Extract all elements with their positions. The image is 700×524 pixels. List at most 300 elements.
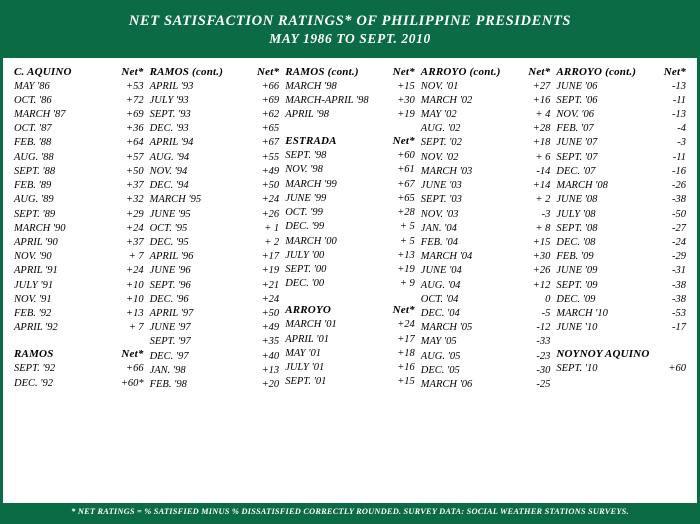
ratings-column	[418, 64, 554, 392]
survey-date: APRIL '98	[285, 109, 329, 121]
survey-date: MAY '01	[285, 347, 321, 359]
net-rating-value: +49	[261, 322, 280, 334]
table-row	[556, 222, 686, 236]
table-row	[14, 208, 144, 222]
survey-date: MARCH '04	[420, 251, 473, 263]
net-rating-value: +17	[397, 333, 415, 345]
table-row	[421, 279, 551, 293]
net-rating-value: +40	[261, 350, 280, 362]
net-rating-value: 0	[545, 293, 551, 305]
table-row	[150, 250, 280, 264]
survey-date: SEPT. '00	[285, 263, 327, 275]
net-rating-value: +27	[532, 80, 551, 92]
table-row	[150, 136, 280, 150]
net-rating-value: -14	[536, 165, 551, 177]
table-row	[14, 108, 144, 122]
table-row	[14, 321, 144, 335]
table-row	[150, 208, 280, 222]
table-row	[285, 249, 415, 263]
survey-date: OCT. '99	[285, 207, 323, 219]
net-rating-value: -24	[671, 236, 686, 248]
survey-date: SEPT. '09	[556, 279, 598, 291]
survey-date: DEC. '93	[149, 123, 189, 135]
table-row	[285, 375, 415, 389]
group-header-net: Net*	[121, 348, 144, 361]
survey-date: APRIL '96	[149, 251, 194, 263]
survey-date: FEB. '89	[14, 180, 52, 192]
net-rating-value: +28	[397, 207, 415, 219]
ratings-columns	[3, 58, 697, 392]
table-row	[150, 293, 280, 307]
table-row	[150, 378, 280, 392]
survey-date: OCT. '86	[14, 94, 52, 106]
net-rating-value: +24	[126, 265, 144, 277]
net-rating-value: +67	[261, 137, 280, 149]
survey-date: MARCH '00	[285, 235, 337, 247]
net-rating-value: -17	[671, 322, 686, 334]
figure-header	[3, 3, 697, 58]
survey-date: MARCH '05	[420, 322, 473, 334]
group-header	[556, 64, 686, 80]
net-rating-value: +32	[126, 194, 144, 206]
survey-date: JUNE '97	[149, 322, 191, 334]
survey-date: MARCH '95	[149, 194, 202, 206]
net-rating-value: +61	[397, 164, 415, 176]
survey-date: JUNE '07	[556, 137, 598, 149]
survey-date: FEB. '98	[149, 378, 187, 390]
net-rating-value: -3	[677, 137, 686, 149]
net-rating-value: +49	[261, 165, 280, 177]
group-header	[150, 64, 280, 80]
net-rating-value: +10	[126, 279, 144, 291]
net-rating-value: -12	[536, 322, 551, 334]
survey-date: DEC. '95	[149, 236, 189, 248]
survey-date: SEPT. '97	[149, 336, 191, 348]
net-rating-value: -26	[671, 180, 686, 192]
net-rating-value: +37	[126, 180, 144, 192]
group-header	[556, 346, 686, 362]
table-row	[150, 165, 280, 179]
table-row	[285, 220, 415, 234]
survey-date: JUNE '03	[420, 180, 462, 192]
table-row	[285, 235, 415, 249]
survey-date: APRIL '92	[14, 322, 58, 334]
table-row	[421, 222, 551, 236]
table-row	[150, 122, 280, 136]
survey-date: SEPT. '01	[285, 376, 327, 388]
net-rating-value: +21	[261, 279, 280, 291]
net-rating-value: -53	[671, 307, 686, 319]
survey-date: FEB. '09	[556, 251, 594, 263]
president-group	[285, 133, 415, 291]
group-header-net: Net*	[528, 65, 551, 78]
table-row	[150, 236, 280, 250]
survey-date: AUG. '94	[149, 151, 190, 163]
table-row	[285, 149, 415, 163]
net-rating-value: -4	[677, 123, 686, 135]
group-header-net: Net*	[121, 65, 144, 78]
table-row	[421, 236, 551, 250]
survey-date: MAY '02	[420, 109, 457, 121]
survey-date: JUNE '10	[556, 322, 598, 334]
survey-date: APRIL '97	[149, 307, 194, 319]
group-spacer	[14, 335, 144, 346]
survey-date: JULY '91	[14, 279, 54, 291]
table-row	[14, 264, 144, 278]
survey-date: JUNE '09	[556, 265, 598, 277]
table-row	[556, 293, 686, 307]
group-header	[285, 302, 415, 318]
net-rating-value: -16	[671, 165, 686, 177]
table-row	[14, 94, 144, 108]
survey-date: MARCH '10	[556, 307, 608, 319]
table-row	[150, 307, 280, 321]
survey-date: JULY '08	[556, 208, 596, 220]
survey-date: JUNE '99	[285, 192, 327, 204]
table-row	[421, 208, 551, 222]
group-spacer	[285, 122, 415, 133]
net-rating-value: +24	[126, 222, 144, 234]
table-row	[150, 94, 280, 108]
ratings-column	[11, 64, 147, 392]
table-row	[150, 222, 280, 236]
table-row	[14, 80, 144, 94]
figure-footnote: * NET RATINGS = % SATISFIED MINUS % DISSATISFIED CORRECTLY ROUNDED. SURVEY DATA: SOCIAL WEATHER STATIONS SURVEYS.	[3, 503, 697, 521]
survey-date: JULY '93	[149, 94, 189, 106]
survey-date: MARCH '08	[556, 180, 608, 192]
net-rating-value: + 2	[264, 236, 280, 248]
net-rating-value: -50	[671, 208, 686, 220]
group-header-label: ESTRADA	[285, 135, 337, 148]
survey-date: SEPT. '92	[14, 363, 56, 375]
table-row	[285, 94, 415, 108]
table-row	[285, 80, 415, 94]
table-row	[285, 263, 415, 277]
survey-date: OCT. '87	[14, 123, 52, 135]
survey-date: JAN. '04	[420, 222, 457, 234]
group-header-label: C. AQUINO	[14, 65, 72, 78]
net-rating-value: +14	[532, 180, 551, 192]
table-row	[150, 321, 280, 335]
table-row	[150, 264, 280, 278]
survey-date: APRIL '91	[14, 265, 58, 277]
president-group	[421, 64, 551, 392]
survey-date: SEPT. '03	[420, 194, 462, 206]
table-row	[285, 361, 415, 375]
table-row	[285, 163, 415, 177]
net-rating-value: +62	[261, 109, 280, 121]
table-row	[556, 321, 686, 335]
table-row	[421, 179, 551, 193]
survey-date: DEC. '00	[285, 278, 325, 290]
net-rating-value: +24	[261, 293, 280, 305]
table-row	[421, 321, 551, 335]
group-header	[285, 133, 415, 149]
survey-date: AUG. '04	[420, 279, 461, 291]
survey-date: FEB. '88	[14, 137, 52, 149]
net-rating-value: + 5	[399, 221, 415, 233]
table-row	[421, 264, 551, 278]
table-row	[556, 179, 686, 193]
table-row	[14, 179, 144, 193]
net-rating-value: +16	[532, 94, 551, 106]
table-row	[150, 151, 280, 165]
net-rating-value: +66	[261, 80, 280, 92]
survey-date: NOV. '02	[420, 151, 459, 163]
table-row	[556, 193, 686, 207]
table-row	[421, 364, 551, 378]
survey-date: JULY '00	[285, 249, 325, 261]
net-rating-value: +13	[126, 307, 144, 319]
survey-date: APRIL '93	[149, 80, 194, 92]
survey-date: DEC. '07	[556, 165, 596, 177]
table-row	[556, 108, 686, 122]
group-header-label: RAMOS (cont.)	[285, 65, 359, 78]
table-row	[421, 136, 551, 150]
survey-date: MARCH '01	[285, 319, 337, 331]
net-rating-value: +50	[261, 180, 280, 192]
survey-date: MARCH '03	[420, 165, 473, 177]
president-group	[150, 64, 280, 392]
net-rating-value: +15	[397, 80, 415, 92]
net-rating-value: +13	[261, 364, 280, 376]
survey-date: SEPT. '93	[149, 109, 191, 121]
table-row	[556, 122, 686, 136]
table-row	[14, 307, 144, 321]
survey-date: FEB. '04	[420, 236, 459, 248]
net-rating-value: +30	[532, 251, 551, 263]
net-rating-value: +60	[668, 363, 686, 375]
net-rating-value: + 6	[535, 151, 551, 163]
figure-title: NET SATISFACTION RATINGS* OF PHILIPPINE PRESIDENTS	[128, 13, 572, 29]
survey-date: DEC. '05	[420, 364, 460, 376]
table-row	[14, 136, 144, 150]
table-row	[150, 80, 280, 94]
survey-date: DEC. '97	[149, 350, 189, 362]
survey-date: SEPT. '02	[420, 137, 462, 149]
net-rating-value: -38	[671, 279, 686, 291]
table-row	[556, 208, 686, 222]
group-header-label: NOYNOY AQUINO	[556, 348, 650, 361]
survey-date: AUG. '05	[420, 350, 461, 362]
president-group	[14, 64, 144, 336]
net-rating-value: +17	[261, 251, 280, 263]
net-rating-value: -5	[541, 307, 551, 319]
table-row	[421, 378, 551, 392]
table-row	[285, 347, 415, 361]
group-spacer	[556, 335, 686, 346]
net-rating-value: +16	[397, 361, 415, 373]
net-rating-value: + 1	[264, 222, 280, 234]
net-rating-value: +57	[126, 151, 144, 163]
table-row	[421, 108, 551, 122]
table-row	[556, 236, 686, 250]
net-rating-value: +35	[261, 336, 280, 348]
group-header-net: Net*	[392, 304, 415, 317]
net-rating-value: + 4	[535, 109, 551, 121]
table-row	[14, 193, 144, 207]
group-header	[421, 64, 551, 80]
net-rating-value: -13	[671, 80, 686, 92]
survey-date: JULY '01	[285, 361, 325, 373]
table-row	[421, 250, 551, 264]
survey-date: SEPT. '08	[556, 222, 598, 234]
survey-date: DEC. '04	[420, 307, 460, 319]
table-row	[421, 307, 551, 321]
table-row	[150, 179, 280, 193]
table-row	[14, 122, 144, 136]
table-row	[14, 165, 144, 179]
survey-date: MARCH '99	[285, 178, 337, 190]
survey-date: SEPT. '06	[556, 94, 598, 106]
survey-date: MARCH '90	[14, 222, 66, 234]
net-rating-value: +37	[126, 236, 144, 248]
net-rating-value: -3	[541, 208, 551, 220]
net-rating-value: +28	[532, 123, 551, 135]
president-group	[556, 64, 686, 336]
ratings-column	[147, 64, 283, 392]
net-rating-value: -25	[536, 378, 551, 390]
table-row	[14, 279, 144, 293]
table-row	[14, 362, 144, 376]
table-row	[14, 293, 144, 307]
group-header	[14, 346, 144, 362]
survey-date: NOV. '94	[149, 165, 188, 177]
net-rating-value: + 2	[535, 194, 551, 206]
table-row	[285, 192, 415, 206]
net-rating-value: -23	[536, 350, 551, 362]
net-rating-value: -29	[671, 251, 686, 263]
table-row	[421, 165, 551, 179]
survey-date: OCT. '04	[420, 293, 459, 305]
net-rating-value: +36	[126, 123, 144, 135]
net-rating-value: -11	[672, 94, 686, 106]
ratings-column	[553, 64, 689, 392]
net-rating-value: + 7	[128, 251, 144, 263]
survey-date: DEC. '99	[285, 221, 325, 233]
survey-date: MARCH '06	[420, 378, 473, 390]
net-rating-value: +60*	[120, 377, 144, 389]
survey-date: JUNE '04	[420, 265, 462, 277]
table-row	[556, 80, 686, 94]
net-rating-value: +26	[532, 265, 551, 277]
table-row	[421, 122, 551, 136]
group-header-net: Net*	[257, 65, 280, 78]
survey-date: OCT. '95	[149, 222, 188, 234]
table-row	[14, 222, 144, 236]
survey-date: NOV. '06	[556, 109, 595, 121]
survey-date: NOV. '03	[420, 208, 459, 220]
group-header-net: Net*	[392, 65, 415, 78]
net-rating-value: +72	[126, 94, 144, 106]
survey-date: MARCH '02	[420, 94, 473, 106]
survey-date: JUNE '06	[556, 80, 598, 92]
group-header-label: ARROYO (cont.)	[420, 65, 501, 78]
net-rating-value: +13	[397, 249, 415, 261]
table-row	[285, 178, 415, 192]
table-row	[421, 335, 551, 349]
survey-date: NOV. '01	[420, 80, 459, 92]
net-rating-value: +69	[126, 109, 144, 121]
net-rating-value: +19	[397, 109, 415, 121]
net-rating-value: +18	[397, 347, 415, 359]
president-group	[14, 346, 144, 390]
survey-date: SEPT. '10	[556, 363, 598, 375]
table-row	[556, 362, 686, 376]
survey-date: MAY '86	[14, 80, 50, 92]
net-rating-value: -38	[671, 293, 686, 305]
group-header-label: ARROYO (cont.)	[556, 65, 637, 78]
survey-date: FEB. '92	[14, 307, 52, 319]
net-rating-value: +65	[261, 123, 280, 135]
net-rating-value: +15	[532, 236, 551, 248]
net-rating-value: +12	[532, 279, 551, 291]
table-row	[421, 293, 551, 307]
table-row	[421, 151, 551, 165]
group-header-label: RAMOS (cont.)	[149, 65, 224, 78]
net-rating-value: +65	[397, 192, 415, 204]
table-row	[150, 350, 280, 364]
net-rating-value: +69	[261, 94, 280, 106]
net-rating-value: +53	[126, 80, 144, 92]
survey-date: NOV. '90	[14, 251, 52, 263]
table-row	[285, 108, 415, 122]
net-rating-value: +18	[532, 137, 551, 149]
table-row	[556, 165, 686, 179]
table-row	[14, 151, 144, 165]
ratings-column	[282, 64, 418, 392]
net-rating-value: + 9	[399, 278, 415, 290]
table-row	[556, 307, 686, 321]
table-row	[556, 136, 686, 150]
net-rating-value: -31	[671, 265, 686, 277]
group-header-net: Net*	[663, 65, 686, 78]
net-rating-value: + 8	[535, 222, 551, 234]
group-header-net: Net*	[392, 135, 415, 148]
net-rating-value: +24	[397, 319, 415, 331]
net-rating-value: + 5	[399, 235, 415, 247]
table-row	[421, 350, 551, 364]
survey-date: NOV. '98	[285, 164, 323, 176]
net-rating-value: +50	[126, 165, 144, 177]
table-row	[285, 333, 415, 347]
survey-date: JUNE '08	[556, 194, 598, 206]
survey-date: SEPT. '98	[285, 150, 327, 162]
group-header	[285, 64, 415, 80]
survey-date: SEPT. '88	[14, 165, 56, 177]
net-rating-value: +26	[261, 208, 280, 220]
table-row	[150, 279, 280, 293]
survey-date: MARCH-APRIL '98	[285, 94, 369, 106]
survey-date: DEC. '92	[14, 377, 53, 389]
survey-date: DEC. '09	[556, 293, 596, 305]
table-row	[421, 193, 551, 207]
survey-date: SEPT. '89	[14, 208, 56, 220]
table-row	[285, 277, 415, 291]
net-rating-value: +15	[397, 376, 415, 388]
survey-date: NOV. '91	[14, 293, 52, 305]
net-rating-value: +50	[261, 307, 280, 319]
net-rating-value: -33	[536, 336, 551, 348]
table-row	[150, 335, 280, 349]
survey-date: SEPT. '96	[149, 279, 191, 291]
table-row	[285, 318, 415, 332]
president-group	[285, 64, 415, 123]
table-row	[150, 108, 280, 122]
table-row	[14, 236, 144, 250]
figure-subtitle: MAY 1986 TO SEPT. 2010	[269, 31, 431, 47]
net-rating-value: -30	[536, 364, 551, 376]
